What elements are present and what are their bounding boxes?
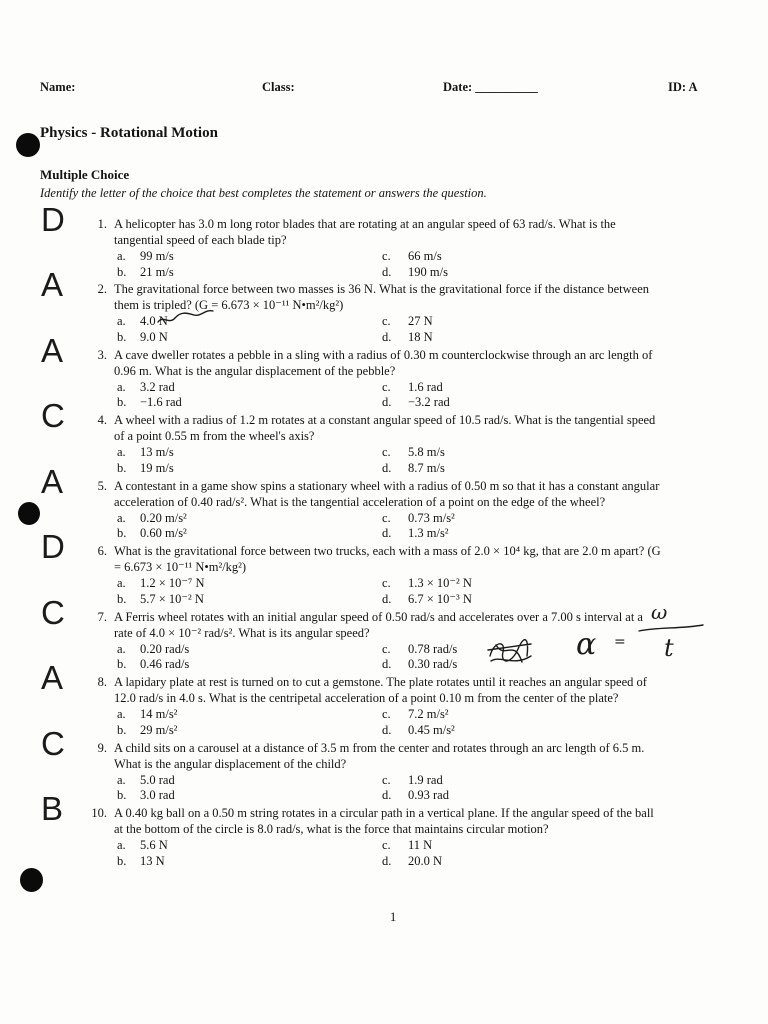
answer-option [0, 444, 768, 460]
option-letter: b. [117, 526, 127, 541]
answer-option [0, 641, 768, 657]
option-letter: a. [117, 838, 126, 853]
question-number: 4. [97, 413, 107, 428]
answer-option [0, 706, 768, 722]
question-text-line: A helicopter has 3.0 m long rotor blades that are rotating at an angular speed of 63 rad/s. What is the [114, 217, 616, 231]
class-label: Class: [262, 80, 295, 94]
option-letter: d. [382, 460, 392, 475]
option-letter: c. [382, 249, 391, 263]
answer-option [0, 772, 768, 788]
option-text: 66 m/s [408, 249, 442, 263]
option-text: 20.0 N [408, 853, 443, 868]
option-text: 5.7 × 10⁻² N [140, 591, 204, 606]
handwritten-answer: D [41, 528, 65, 566]
option-letter: d. [382, 264, 392, 279]
option-letter: c. [382, 838, 391, 853]
question-text-line: What is the angular displacement of the child? [114, 756, 347, 771]
question-number: 2. [97, 282, 107, 297]
question-text-line: A cave dweller rotates a pebble in a sling with a radius of 0.30 m counterclockwise through an arc length of [114, 347, 653, 362]
option-letter: b. [117, 395, 127, 410]
page-number: 1 [390, 910, 397, 924]
question-text-line: A Ferris wheel rotates with an initial angular speed of 0.50 rad/s and accelerates over a 7.00 s interval at a [114, 609, 643, 624]
question-number: 10. [91, 806, 107, 821]
question-text-line: rate of 4.0 × 10⁻² rad/s². What is its angular speed? [114, 625, 370, 640]
punch-hole [16, 133, 40, 157]
option-letter: b. [117, 460, 127, 475]
option-letter: c. [382, 314, 391, 329]
option-letter: c. [382, 576, 391, 591]
answer-option [0, 264, 768, 280]
option-letter: b. [117, 264, 127, 279]
option-letter: a. [117, 249, 126, 263]
date-blank: __________ [475, 80, 538, 94]
answer-option [0, 722, 768, 738]
answer-option [0, 525, 768, 541]
option-letter: d. [382, 591, 392, 606]
option-text: 7.2 m/s² [408, 707, 449, 722]
handwritten-answer: A [41, 331, 64, 369]
question-number: 7. [97, 609, 107, 624]
answer-option [0, 656, 768, 672]
id-label: ID: A [668, 80, 698, 94]
option-letter: a. [117, 510, 126, 525]
page-title: Physics - Rotational Motion [40, 125, 218, 141]
handwritten-answer: C [41, 724, 65, 762]
answer-option [0, 379, 768, 395]
answer-option [0, 313, 768, 329]
answer-option [0, 394, 768, 410]
option-text: 0.73 m/s² [408, 510, 455, 525]
option-letter: c. [382, 772, 391, 787]
option-text: 4.0 N [140, 314, 168, 329]
handwritten-answer: A [41, 659, 64, 697]
question-text-line: them is tripled? (G = 6.673 × 10⁻¹¹ N•m²/kg²) [114, 298, 344, 313]
option-letter: d. [382, 657, 392, 672]
option-text: 0.30 rad/s [408, 657, 458, 672]
question-number: 1. [97, 217, 107, 231]
option-text: 0.20 m/s² [140, 510, 187, 525]
option-text: 5.8 m/s [408, 445, 445, 460]
option-text: 8.7 m/s [408, 460, 445, 475]
handwritten-answer: D [41, 201, 65, 238]
question-text-line: A wheel with a radius of 1.2 m rotates at a constant angular speed of 10.5 rad/s. What is the tangential speed [114, 413, 656, 428]
question-number: 6. [97, 544, 107, 559]
option-text: 1.6 rad [408, 379, 443, 394]
option-letter: a. [117, 772, 126, 787]
question-text-line: 0.96 m. What is the angular displacement of the pebble? [114, 363, 396, 378]
answer-option [0, 853, 768, 869]
question-number: 3. [97, 347, 107, 362]
option-letter: d. [382, 395, 392, 410]
option-letter: d. [382, 329, 392, 344]
option-text: 1.3 m/s² [408, 526, 449, 541]
option-letter: b. [117, 329, 127, 344]
option-letter: c. [382, 707, 391, 722]
handwritten-answer: C [41, 397, 65, 435]
option-text: 21 m/s [140, 264, 174, 279]
option-text: −3.2 rad [408, 395, 450, 410]
section-instructions: Identify the letter of the choice that best completes the statement or answers the question. [40, 186, 487, 200]
date-field [443, 80, 538, 95]
question-text-line: at the bottom of the circle is 8.0 rad/s, what is the force that maintains circular motion? [114, 822, 549, 837]
option-letter: c. [382, 379, 391, 394]
answer-option [0, 460, 768, 476]
option-letter: b. [117, 853, 127, 868]
option-text: 6.7 × 10⁻³ N [408, 591, 472, 606]
answer-option [0, 248, 768, 264]
option-text: 18 N [408, 329, 433, 344]
answer-option [0, 329, 768, 345]
option-text: 5.0 rad [140, 772, 175, 787]
section-heading: Multiple Choice [40, 167, 130, 182]
option-letter: d. [382, 722, 392, 737]
handwritten-equals: = [614, 634, 626, 650]
question-text-line: A child sits on a carousel at a distance of 3.5 m from the center and rotates through an arc length of 6.5 m. [114, 740, 645, 755]
option-letter: d. [382, 788, 392, 803]
option-text: 99 m/s [140, 249, 174, 263]
option-letter: b. [117, 591, 127, 606]
option-letter: a. [117, 379, 126, 394]
option-text: 1.9 rad [408, 772, 443, 787]
question-text-line: of a point 0.55 m from the wheel's axis? [114, 429, 315, 444]
handwritten-omega: ω [651, 600, 668, 624]
option-text: 19 m/s [140, 460, 174, 475]
question-text-line: = 6.673 × 10⁻¹¹ N•m²/kg²) [114, 560, 247, 575]
question-list [0, 201, 768, 876]
option-text: 29 m/s² [140, 722, 178, 737]
option-letter: b. [117, 788, 127, 803]
option-text: 3.0 rad [140, 788, 175, 803]
option-letter: a. [117, 314, 126, 329]
option-text: 14 m/s² [140, 707, 178, 722]
option-text: 0.93 rad [408, 788, 449, 803]
question-text-line: 12.0 rad/s in 4.0 s. What is the centripetal acceleration of a point 0.10 m from the center of the plate? [114, 691, 619, 706]
handwritten-answer: C [41, 593, 65, 631]
answer-option [0, 787, 768, 803]
option-text: 13 N [140, 853, 165, 868]
answer-option [0, 510, 768, 526]
handwritten-answer: A [41, 462, 64, 500]
option-letter: a. [117, 707, 126, 722]
option-letter: a. [117, 445, 126, 460]
option-text: 190 m/s [408, 264, 448, 279]
question-text-line: A contestant in a game show spins a stationary wheel with a radius of 0.50 m so that it has a constant angular [114, 478, 660, 493]
handwritten-answer: A [41, 266, 64, 304]
date-label: Date: [443, 80, 473, 94]
question-text-line: The gravitational force between two masses is 36 N. What is the gravitational force if the distance between [114, 282, 649, 297]
handwritten-alpha: α [576, 627, 597, 662]
option-letter: a. [117, 641, 126, 656]
option-text: 1.2 × 10⁻⁷ N [140, 576, 205, 591]
handwritten-answer: B [41, 790, 64, 828]
option-text: 0.46 rad/s [140, 657, 190, 672]
option-text: 0.20 rad/s [140, 641, 190, 656]
option-text: 5.6 N [140, 838, 168, 853]
option-letter: a. [117, 576, 126, 591]
option-letter: c. [382, 510, 391, 525]
option-letter: c. [382, 641, 391, 656]
question-number: 5. [97, 478, 107, 493]
option-text: 3.2 rad [140, 379, 175, 394]
option-text: 0.60 m/s² [140, 526, 187, 541]
option-text: 9.0 N [140, 329, 168, 344]
handwritten-t: t [664, 634, 674, 662]
option-text: 11 N [408, 838, 433, 853]
answer-option [0, 837, 768, 853]
option-letter: d. [382, 853, 392, 868]
option-letter: b. [117, 722, 127, 737]
question-text-line: A 0.40 kg ball on a 0.50 m string rotates in a circular path in a vertical plane. If the angular speed of the ball [114, 806, 654, 821]
question-number: 8. [97, 675, 107, 690]
option-text: 0.78 rad/s [408, 641, 458, 656]
answer-option [0, 575, 768, 591]
question-number: 9. [97, 740, 107, 755]
option-text: 13 m/s [140, 445, 174, 460]
question-text-line: A lapidary plate at rest is turned on to cut a gemstone. The plate rotates until it reaches an angular speed of [114, 675, 647, 690]
option-letter: c. [382, 445, 391, 460]
question-text-line: tangential speed of each blade tip? [114, 233, 287, 247]
option-letter: b. [117, 657, 127, 672]
option-text: −1.6 rad [140, 395, 182, 410]
name-label: Name: [40, 80, 76, 94]
question-text-line: What is the gravitational force between two trucks, each with a mass of 2.0 × 10⁴ kg, that are 2.0 m apart? (G [114, 544, 661, 559]
question-text-line: acceleration of 0.40 rad/s². What is the tangential acceleration of a point on the edge of the wheel? [114, 494, 606, 509]
question-block [0, 201, 768, 280]
option-text: 27 N [408, 314, 433, 329]
option-text: 0.45 m/s² [408, 722, 455, 737]
option-text: 1.3 × 10⁻² N [408, 576, 472, 591]
option-letter: d. [382, 526, 392, 541]
